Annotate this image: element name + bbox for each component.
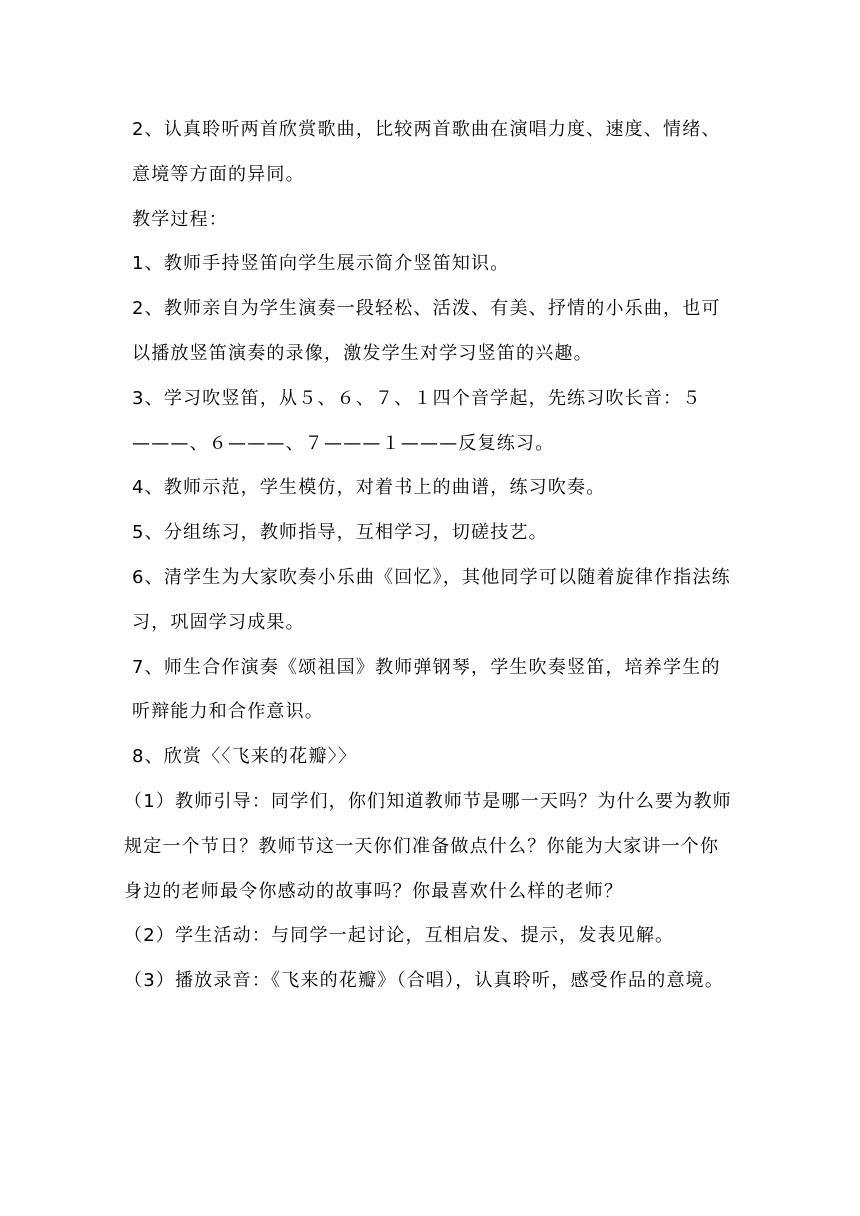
objective-paragraph: 2、认真聆听两首欣赏歌曲，比较两首歌曲在演唱力度、速度、情绪、意境等方面的异同。 xyxy=(132,119,721,185)
document-body xyxy=(124,108,732,1004)
step-2-paragraph: 2、教师亲自为学生演奏一段轻松、活泼、有美、抒情的小乐曲，也可以播放竖笛演奏的录像，激发学生对学习竖笛的兴趣。 xyxy=(132,298,721,364)
step-6-paragraph: 6、清学生为大家吹奏小乐曲《回忆》，其他同学可以随着旋律作指法练习，巩固学习成果。 xyxy=(132,566,731,633)
process-heading: 教学过程： xyxy=(132,208,228,230)
step-8-3-paragraph: （3）播放录音：《飞来的花瓣》（合唱），认真聆听，感受作品的意境。 xyxy=(124,970,725,992)
step-7-paragraph: 7、师生合作演奏《颂祖国》教师弹钢琴，学生吹奏竖笛，培养学生的听辩能力和合作意识。 xyxy=(132,656,721,723)
step-3-paragraph: 3、学习吹竖笛，从５、６、７、１四个音学起，先练习吹长音：５———、６———、７———１———反复练习。 xyxy=(132,387,702,454)
step-4-paragraph: 4、教师示范，学生模仿，对着书上的曲谱，练习吹奏。 xyxy=(132,477,606,499)
step-8-paragraph: 8、欣赏〈〈飞来的花瓣〉〉 xyxy=(132,746,358,768)
step-1-paragraph: 1、教师手持竖笛向学生展示简介竖笛知识。 xyxy=(132,253,510,275)
step-5-paragraph: 5、分组练习，教师指导，互相学习，切磋技艺。 xyxy=(132,522,548,544)
step-8-1-paragraph: （1）教师引导：同学们，你们知道教师节是哪一天吗？为什么要为教师规定一个节日？教师节这一天你们准备做点什么？你能为大家讲一个你身边的老师最令你感动的故事吗？你最喜欢什么样的老师？ xyxy=(124,790,732,902)
step-8-2-paragraph: （2）学生活动：与同学一起讨论，互相启发、提示，发表见解。 xyxy=(124,925,675,947)
